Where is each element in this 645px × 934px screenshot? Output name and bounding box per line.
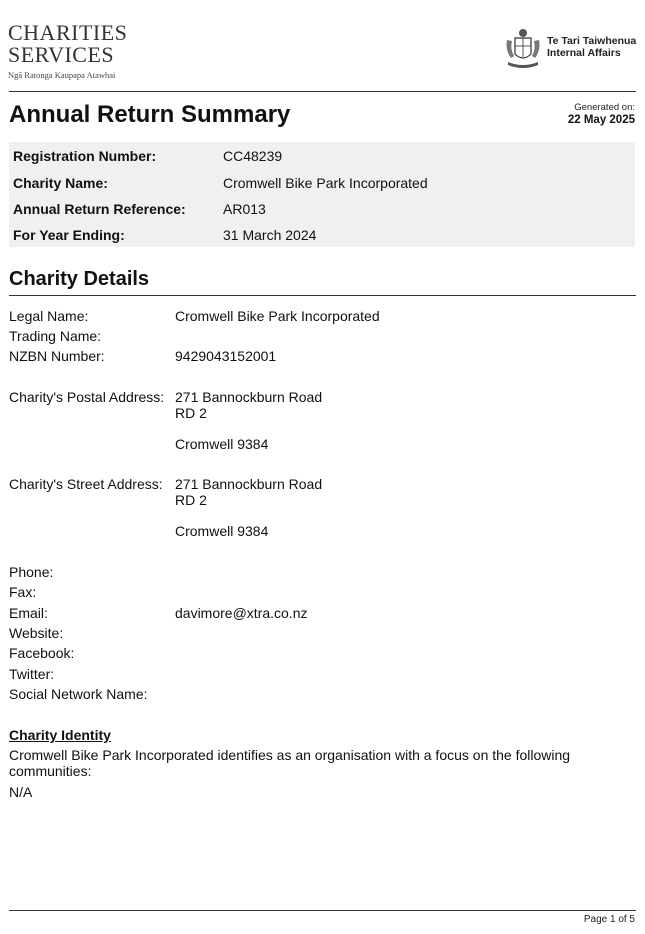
summary-row xyxy=(9,169,635,195)
postal-address-line-2: RD 2 xyxy=(175,405,207,421)
street-address-label: Charity's Street Address: xyxy=(9,476,163,492)
social-network-label: Social Network Name: xyxy=(9,686,148,702)
page-title: Annual Return Summary xyxy=(9,101,291,128)
logo-line-2: SERVICES xyxy=(8,42,115,67)
summary-label: Charity Name: xyxy=(13,175,108,191)
email-value: davimore@xtra.co.nz xyxy=(175,605,308,621)
facebook-label: Facebook: xyxy=(9,645,75,661)
summary-row xyxy=(9,142,635,168)
postal-address-line-3: Cromwell 9384 xyxy=(175,436,269,452)
summary-value: CC48239 xyxy=(223,148,283,164)
nzbn-label: NZBN Number: xyxy=(9,348,105,364)
street-address-line-3: Cromwell 9384 xyxy=(175,523,269,539)
twitter-label: Twitter: xyxy=(9,666,55,682)
charity-identity-heading: Charity Identity xyxy=(9,727,111,743)
street-address-line-2: RD 2 xyxy=(175,492,207,508)
internal-affairs-text xyxy=(547,35,636,59)
trading-name-label: Trading Name: xyxy=(9,328,102,344)
summary-row xyxy=(9,221,635,247)
summary-label: Registration Number: xyxy=(13,148,157,164)
website-label: Website: xyxy=(9,625,64,641)
footer-divider xyxy=(9,910,636,911)
charity-identity-text: Cromwell Bike Park Incorporated identifies as an organisation with a focus on the following communities: xyxy=(9,747,571,779)
summary-box xyxy=(9,142,635,247)
email-label: Email: xyxy=(9,605,48,621)
summary-value: 31 March 2024 xyxy=(223,227,317,243)
nzbn-value: 9429043152001 xyxy=(175,348,277,364)
legal-name-label: Legal Name: xyxy=(9,308,89,324)
summary-label: For Year Ending: xyxy=(13,227,125,243)
details-divider xyxy=(9,295,636,296)
summary-row xyxy=(9,195,635,221)
summary-value: Cromwell Bike Park Incorporated xyxy=(223,175,428,191)
logo-line-1: CHARITIES xyxy=(8,20,128,45)
summary-value: AR013 xyxy=(223,201,266,217)
dia-line-2: Internal Affairs xyxy=(547,47,621,59)
charity-identity-value: N/A xyxy=(9,784,33,800)
generated-label: Generated on: xyxy=(574,102,635,113)
phone-label: Phone: xyxy=(9,564,54,580)
legal-name-value: Cromwell Bike Park Incorporated xyxy=(175,308,380,324)
charities-services-logo xyxy=(8,22,127,80)
coat-of-arms-icon xyxy=(502,26,544,70)
postal-address-line-1: 271 Bannockburn Road xyxy=(175,389,323,405)
generated-info xyxy=(568,102,635,126)
dia-line-1: Te Tari Taiwhenua xyxy=(547,35,637,47)
charity-details-heading: Charity Details xyxy=(9,268,150,290)
header-divider xyxy=(9,91,636,92)
internal-affairs-logo xyxy=(502,26,642,70)
logo-subtitle: Ngā Ratonga Kaupapa Atawhai xyxy=(8,70,116,80)
generated-date: 22 May 2025 xyxy=(567,114,635,126)
fax-label: Fax: xyxy=(9,584,37,600)
page-number: Page 1 of 5 xyxy=(583,914,635,925)
postal-address-label: Charity's Postal Address: xyxy=(9,389,165,405)
street-address-line-1: 271 Bannockburn Road xyxy=(175,476,323,492)
summary-label: Annual Return Reference: xyxy=(13,201,186,217)
